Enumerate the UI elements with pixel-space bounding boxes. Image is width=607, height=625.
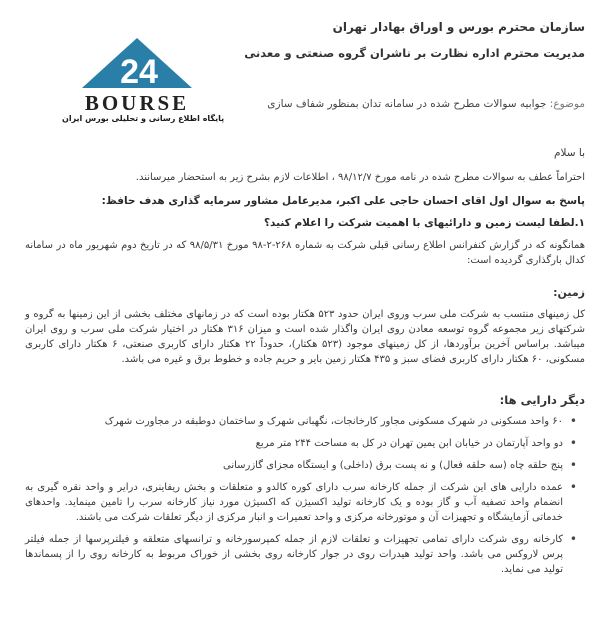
question-answer-paragraph: همانگونه که در گزارش کنفرانس اطلاع رسانی قبلی شرکت به شماره ۲۶۸-۲-۹۸ مورخ ۹۸/۵/۳۱ که در تاریخ دوم شهریور ماه در سامانه کدال بارگذاری گردیده است: <box>25 240 585 266</box>
asset-list-item: • پنج حلقه چاه (سه حلقه فعال) و نه پست برق (داخلی) و ایستگاه مجزای گازرسانی <box>25 458 585 473</box>
asset-list-item: • کارخانه روی شرکت دارای تمامی تجهیزات و تعلقات لازم از جمله کمپرسورخانه و ترانسهای متعلقه و فیلترپرسها از جمله فیلتر پرس لاروکس می باشد. واحد تولید هیدرات روی در جوار کارخانه روی بخشی از خوراک مربوط به کارخانه روی را از پسماندها تولید می نماید. <box>25 532 585 577</box>
asset-list-item: • عمده دارایی های این شرکت از جمله کارخانه سرب دارای کوره کالدو و متعلقات و بخش ریفاینری، درایر و واحد نقره گیری به انضمام واحد تصفیه آب و گاز بوده و یک کارخانه تولید اکسیژن که اکسیژن مورد نیاز کارخانه سرب را تامین مینماید. واحدهای خدماتی آزمایشگاه و تجهیزات آن و موتورخانه مرکزی و واحد تعمیرات و انبار مرکزی از دیگر تعلقات شرکت می باشند. <box>25 480 585 525</box>
bourse24-logo-mark <box>62 36 212 116</box>
intro-paragraph: احتراماً عطف به سوالات مطرح شده در نامه مورخ ۹۸/۱۲/۷ ، اطلاعات لازم بشرح زیر به استحضار میرسانند. <box>135 172 585 183</box>
assets-section-title: دیگر دارایی ها: <box>499 393 585 407</box>
recipient-line-1: سازمان محترم بورس و اوراق بهادار تهران <box>332 20 585 34</box>
question-text: ۱.لطفا لیست زمین و دارائیهای با اهمیت شرکت را اعلام کنید؟ <box>263 217 585 229</box>
subject-label: موضوع: <box>549 98 585 110</box>
asset-list-item: • دو واحد آپارتمان در خیابان ابن یمین تهران در کل به مساحت ۲۴۴ متر مربع <box>25 436 585 451</box>
answer-heading: پاسخ به سوال اول اقای احسان حاجی علی اکبر، مدیرعامل مشاور سرمایه گذاری هدف حافظ: <box>101 195 585 207</box>
land-paragraph: کل زمینهای منتسب به شرکت ملی سرب وروی ایران حدود ۵۲۳ هکتار بوده است که در زمانهای مختلف بخشی از این زمینها به گروه و شرکتهای زیر مجموعه گروه توسعه معادن روی ایران واگذار شده است و میزان ۳۱۶ هکتار در اختیار شرکت ملی سرب و روی ایران میباشد. براساس آخرین برآوردها، از کل زمینهای موجود (۵۲۳ هکتار)، حدوداً ۲۲ هکتار دارای کاربری صنعتی، ۶ هکتار دارای کاربری مسکونی، ۶۰ هکتار دارای کاربری فضای سبز و ۴۳۵ هکتار زمین بایر و حریم جاده و خطوط برق و غیره می باشد. <box>25 309 585 365</box>
bourse24-logo <box>62 36 225 123</box>
subject-line <box>267 98 585 110</box>
assets-list <box>25 414 585 584</box>
subject-text: جوابیه سوالات مطرح شده در سامانه تدان بمنظور شفاف سازی <box>267 98 547 110</box>
land-section-title: زمین: <box>553 286 585 299</box>
salutation: با سلام <box>553 147 585 159</box>
logo-wordmark: BOURSE <box>84 91 190 115</box>
asset-list-item: • ۶۰ واحد مسکونی در شهرک مسکونی مجاور کارخانجات، نگهبانی شهرک و ساختمان دوطبقه در مجاورت شهرک <box>25 414 585 429</box>
logo-tagline: پایگاه اطلاع رسانی و تحلیلی بورس ایران <box>62 114 225 123</box>
recipient-line-2: مدیریت محترم اداره نظارت بر ناشران گروه صنعتی و معدنی <box>244 46 585 60</box>
logo-number: 24 <box>120 53 158 91</box>
